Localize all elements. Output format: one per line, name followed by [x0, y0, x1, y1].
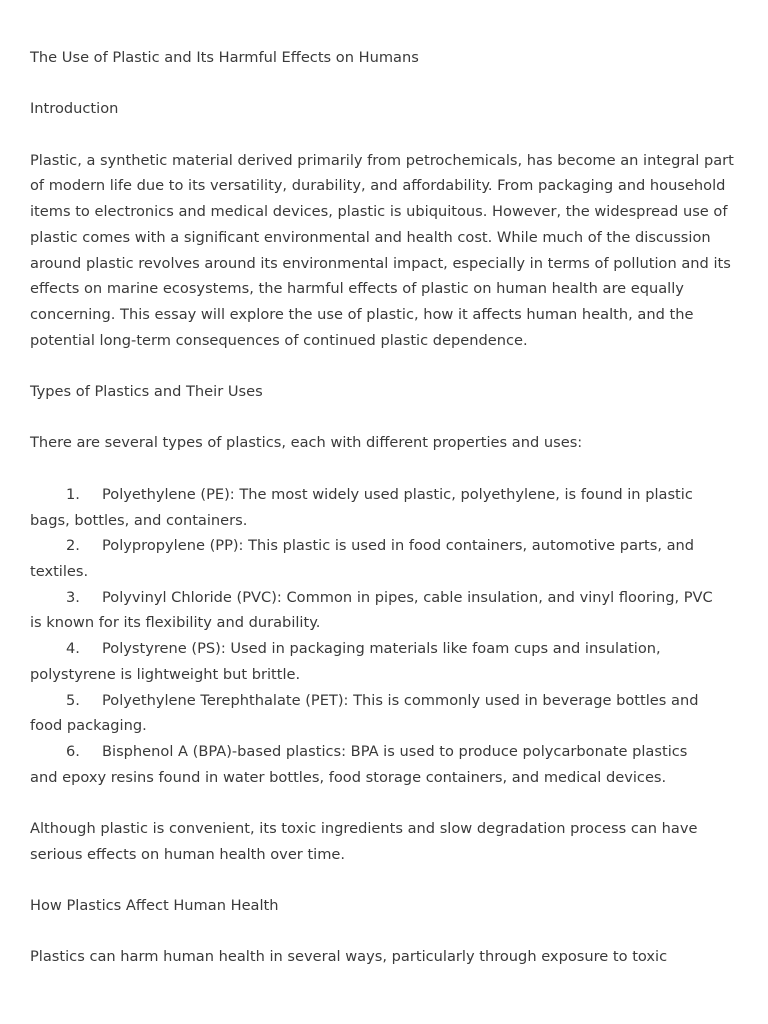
list-text: Polystyrene (PS): Used in packaging materials like foam cups and insulation,: [102, 640, 661, 658]
types-conclusion-paragraph: Although plastic is convenient, its toxic ingredients and slow degradation process can have serious effects on human health over time.: [30, 820, 703, 863]
types-list: [30, 482, 740, 790]
list-text: Polyvinyl Chloride (PVC): Common in pipes, cable insulation, and vinyl flooring, PVC: [102, 588, 713, 606]
list-item: [30, 688, 740, 739]
introduction-paragraph: Plastic, a synthetic material derived primarily from petrochemicals, has become an integral part of modern life due to its versatility, durability, and affordability. From packaging and household items to electronics and medical devices, plastic is ubiquitous. However, the widespread use of plastic comes with a significant environmental and health cost. While much of the discussion around plastic revolves around its environmental impact, especially in terms of pollution and its effects on marine ecosystems, the harmful effects of plastic on human health are equally concerning. This essay will explore the use of plastic, how it affects human health, and the potential long-term consequences of continued plastic dependence.: [30, 151, 739, 349]
list-item: [30, 585, 740, 636]
list-item: [30, 533, 740, 584]
list-text: Polypropylene (PP): This plastic is used in food containers, automotive parts, and: [102, 537, 695, 555]
list-number: 2.: [66, 537, 80, 555]
list-text: Polyethylene Terephthalate (PET): This is commonly used in beverage bottles and: [102, 691, 699, 709]
list-text-continued: textiles.: [30, 562, 89, 580]
section-heading-health: How Plastics Affect Human Health: [30, 897, 279, 915]
list-text-continued: and epoxy resins found in water bottles, food storage containers, and medical devices.: [30, 768, 667, 786]
list-number: 1.: [66, 485, 80, 503]
list-text-continued: polystyrene is lightweight but brittle.: [30, 665, 301, 683]
list-number: 6.: [66, 742, 80, 760]
document-title: The Use of Plastic and Its Harmful Effects on Humans: [30, 49, 419, 66]
list-text: Polyethylene (PE): The most widely used plastic, polyethylene, is found in plastic: [102, 485, 693, 503]
list-number: 4.: [66, 640, 80, 658]
list-item: [30, 739, 740, 790]
list-item: [30, 636, 740, 687]
section-heading-introduction: Introduction: [30, 100, 119, 118]
list-item: [30, 482, 740, 533]
list-text-continued: bags, bottles, and containers.: [30, 511, 248, 529]
types-intro-paragraph: There are several types of plastics, each with different properties and uses:: [30, 434, 583, 452]
list-number: 5.: [66, 691, 80, 709]
list-text-continued: food packaging.: [30, 717, 147, 735]
list-text-continued: is known for its flexibility and durability.: [30, 614, 321, 632]
health-intro-paragraph: Plastics can harm human health in several ways, particularly through exposure to toxic: [30, 948, 668, 966]
list-number: 3.: [66, 588, 80, 606]
section-heading-types: Types of Plastics and Their Uses: [30, 383, 263, 401]
list-text: Bisphenol A (BPA)-based plastics: BPA is used to produce polycarbonate plastics: [102, 742, 688, 760]
